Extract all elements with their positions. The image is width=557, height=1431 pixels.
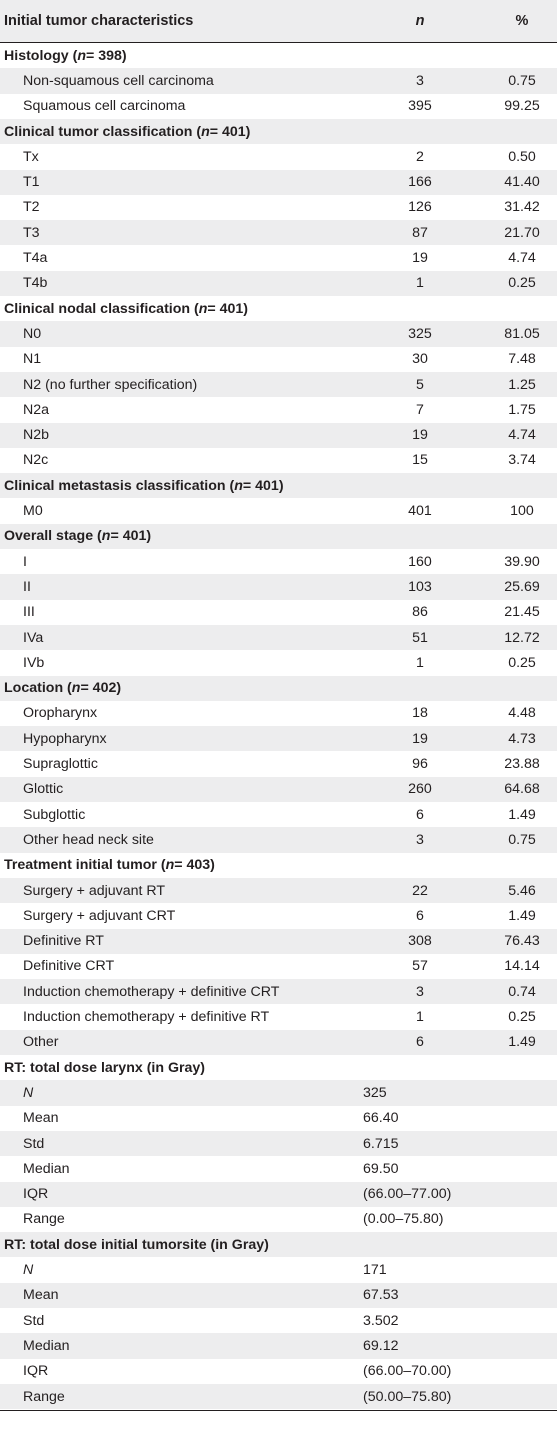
table-row [0, 549, 557, 574]
table-row [0, 751, 557, 776]
table-row [0, 1106, 557, 1131]
table-row [0, 1156, 557, 1181]
row-label: Non-squamous cell carcinoma [23, 72, 214, 89]
table-row [0, 220, 557, 245]
row-count: 1 [416, 275, 424, 292]
row-percent: 25.69 [504, 578, 540, 595]
section-title-text: Histology ( [4, 47, 78, 64]
row-percent: 100 [510, 503, 534, 520]
section-title-count: = 401) [209, 123, 251, 140]
section-title-count: = 402) [80, 680, 122, 697]
row-count: 160 [408, 553, 432, 570]
row-percent: 14.14 [504, 958, 540, 975]
row-count: 1 [416, 1009, 424, 1026]
row-percent: 1.49 [508, 907, 536, 924]
row-value: 171 [363, 1262, 387, 1279]
row-label: T4a [23, 250, 48, 267]
row-label: T4b [23, 275, 48, 292]
section-title-text: Clinical metastasis classification ( [4, 477, 235, 494]
row-value: (66.00–70.00) [363, 1363, 452, 1380]
row-label: Range [23, 1388, 65, 1405]
table-row [0, 170, 557, 195]
section-title-variable: n [71, 680, 81, 697]
table-row [0, 1333, 557, 1358]
row-percent: 0.50 [508, 148, 536, 165]
row-count: 96 [412, 756, 428, 773]
row-label: N [23, 1084, 34, 1101]
section-title-text: Overall stage ( [4, 528, 102, 545]
row-value: (66.00–77.00) [363, 1186, 452, 1203]
row-count: 3 [416, 831, 424, 848]
row-percent: 4.48 [508, 705, 536, 722]
section-header-row [0, 119, 557, 144]
row-percent: 41.40 [504, 174, 540, 191]
section-title-variable: n [165, 857, 175, 874]
row-count: 86 [412, 604, 428, 621]
row-label: T3 [23, 224, 40, 241]
row-label: Squamous cell carcinoma [23, 98, 186, 115]
section-header-row [0, 43, 557, 68]
row-label: Range [23, 1211, 65, 1228]
row-count: 126 [408, 199, 432, 216]
table-row [0, 195, 557, 220]
row-count: 7 [416, 401, 424, 418]
table-row [0, 347, 557, 372]
section-title-text: RT: total dose larynx (in Gray) [4, 1059, 206, 1076]
table-row [0, 372, 557, 397]
row-count: 87 [412, 224, 428, 241]
row-percent: 81.05 [504, 325, 540, 342]
row-label: N [23, 1262, 34, 1279]
row-label: N2 (no further specification) [23, 376, 198, 393]
row-percent: 12.72 [504, 629, 540, 646]
table-row [0, 701, 557, 726]
section-header-row [0, 296, 557, 321]
row-label: Definitive CRT [23, 958, 115, 975]
row-count: 57 [412, 958, 428, 975]
table-row [0, 954, 557, 979]
row-percent: 39.90 [504, 553, 540, 570]
row-count: 6 [416, 1034, 424, 1051]
row-count: 30 [412, 351, 428, 368]
row-count: 22 [412, 882, 428, 899]
row-count: 103 [408, 578, 432, 595]
section-title [4, 473, 284, 498]
section-title [4, 296, 248, 321]
table-row [0, 625, 557, 650]
row-percent: 23.88 [504, 756, 540, 773]
section-title [4, 1055, 205, 1080]
row-count: 6 [416, 907, 424, 924]
row-percent: 64.68 [504, 781, 540, 798]
row-count: 166 [408, 174, 432, 191]
row-percent: 31.42 [504, 199, 540, 216]
table-row [0, 448, 557, 473]
row-count: 325 [408, 325, 432, 342]
row-label: Definitive RT [23, 933, 104, 950]
table-row [0, 1308, 557, 1333]
row-label: N0 [23, 325, 42, 342]
section-title-variable: n [101, 528, 111, 545]
section-header-row [0, 853, 557, 878]
row-label: Glottic [23, 781, 64, 798]
section-title-count: = 401) [207, 300, 249, 317]
table-row [0, 423, 557, 448]
section-title-variable: n [234, 477, 243, 494]
row-label: Induction chemotherapy + definitive CRT [23, 983, 280, 1000]
row-percent: 5.46 [508, 882, 536, 899]
row-label: IVb [23, 654, 45, 671]
table-row [0, 1257, 557, 1282]
section-title-text: Treatment initial tumor ( [4, 857, 166, 874]
table-row [0, 498, 557, 523]
section-title-count: = 401) [242, 477, 284, 494]
row-count: 19 [412, 730, 428, 747]
row-label: Tx [23, 148, 39, 165]
table-row [0, 1207, 557, 1232]
row-label: Induction chemotherapy + definitive RT [23, 1009, 270, 1026]
section-title-variable: n [198, 300, 208, 317]
row-count: 2 [416, 148, 424, 165]
row-percent: 3.74 [508, 452, 536, 469]
table-row [0, 1359, 557, 1384]
section-title-text: RT: total dose initial tumorsite (in Gray) [4, 1236, 269, 1253]
section-title [4, 1232, 269, 1257]
table-row [0, 574, 557, 599]
row-percent: 76.43 [504, 933, 540, 950]
row-label: Other [23, 1034, 59, 1051]
table-row [0, 878, 557, 903]
header-n: n [415, 13, 425, 29]
table-row [0, 726, 557, 751]
table-row [0, 903, 557, 928]
bottom-rule [0, 1410, 557, 1411]
row-percent: 4.73 [508, 730, 536, 747]
row-label: Oropharynx [23, 705, 98, 722]
row-percent: 0.25 [508, 1009, 536, 1026]
row-label: T2 [23, 199, 40, 216]
row-count: 6 [416, 806, 424, 823]
row-label: Surgery + adjuvant RT [23, 882, 166, 899]
row-count: 51 [412, 629, 428, 646]
section-title [4, 676, 121, 701]
row-label: IVa [23, 629, 44, 646]
table-row [0, 245, 557, 270]
row-count: 5 [416, 376, 424, 393]
row-percent: 21.70 [504, 224, 540, 241]
row-percent: 0.74 [508, 983, 536, 1000]
section-title-variable: n [77, 47, 86, 64]
section-header-row [0, 524, 557, 549]
row-label: T1 [23, 174, 40, 191]
row-value: (50.00–75.80) [363, 1388, 452, 1405]
row-percent: 4.74 [508, 250, 536, 267]
row-label: Surgery + adjuvant CRT [23, 907, 176, 924]
row-percent: 0.75 [508, 831, 536, 848]
row-label: Mean [23, 1110, 59, 1127]
row-count: 1 [416, 654, 424, 671]
row-label: N1 [23, 351, 42, 368]
section-title-count: = 398) [85, 47, 127, 64]
table-row [0, 397, 557, 422]
section-title-text: Location ( [4, 680, 72, 697]
section-header-row [0, 1055, 557, 1080]
row-label: M0 [23, 503, 43, 520]
row-label: Std [23, 1135, 45, 1152]
table-row [0, 1030, 557, 1055]
table-row [0, 271, 557, 296]
section-title-text: Clinical nodal classification ( [4, 300, 199, 317]
table-row [0, 1004, 557, 1029]
section-title [4, 43, 127, 68]
row-value: 66.40 [363, 1110, 399, 1127]
row-count: 18 [412, 705, 428, 722]
row-label: N2a [23, 401, 50, 418]
table-row [0, 827, 557, 852]
row-count: 15 [412, 452, 428, 469]
row-percent: 99.25 [504, 98, 540, 115]
row-label: Supraglottic [23, 756, 98, 773]
row-percent: 21.45 [504, 604, 540, 621]
row-label: IQR [23, 1186, 49, 1203]
section-title-count: = 403) [174, 857, 215, 874]
row-label: Median [23, 1160, 70, 1177]
row-count: 19 [412, 427, 428, 444]
table-row [0, 929, 557, 954]
row-percent: 0.25 [508, 275, 536, 292]
section-header-row [0, 1232, 557, 1257]
header-percent: % [515, 13, 529, 29]
row-value: (0.00–75.80) [363, 1211, 444, 1228]
row-value: 6.715 [363, 1135, 399, 1152]
section-title [4, 524, 151, 549]
row-percent: 1.75 [508, 401, 536, 418]
row-label: Hypopharynx [23, 730, 107, 747]
row-percent: 1.49 [508, 1034, 536, 1051]
table-row [0, 1131, 557, 1156]
row-percent: 7.48 [508, 351, 536, 368]
row-label: Std [23, 1312, 45, 1329]
section-title-variable: n [201, 123, 210, 140]
row-count: 401 [408, 503, 432, 520]
row-label: Mean [23, 1287, 59, 1304]
section-title-count: = 401) [110, 528, 152, 545]
row-label: IQR [23, 1363, 49, 1380]
section-title-text: Clinical tumor classification ( [4, 123, 202, 140]
table-row [0, 1384, 557, 1409]
table-row [0, 600, 557, 625]
table-row [0, 321, 557, 346]
table-row [0, 94, 557, 119]
row-percent: 0.25 [508, 654, 536, 671]
row-count: 19 [412, 250, 428, 267]
section-header-row [0, 473, 557, 498]
table-row [0, 777, 557, 802]
row-count: 260 [408, 781, 432, 798]
row-label: N2b [23, 427, 50, 444]
section-header-row [0, 676, 557, 701]
row-value: 325 [363, 1084, 387, 1101]
row-percent: 1.25 [508, 376, 536, 393]
row-label: Median [23, 1337, 70, 1354]
row-label: II [23, 578, 31, 595]
table-row [0, 68, 557, 93]
row-label: Other head neck site [23, 831, 154, 848]
table-row [0, 802, 557, 827]
header-characteristics: Initial tumor characteristics [4, 13, 194, 29]
row-value: 69.50 [363, 1160, 399, 1177]
row-count: 395 [408, 98, 432, 115]
section-title [4, 853, 215, 878]
row-count: 3 [416, 983, 424, 1000]
row-count: 308 [408, 933, 432, 950]
table-row [0, 1080, 557, 1105]
row-label: N2c [23, 452, 49, 469]
table-row [0, 650, 557, 675]
row-value: 3.502 [363, 1312, 399, 1329]
row-label: I [23, 553, 27, 570]
section-title [4, 119, 250, 144]
row-percent: 0.75 [508, 72, 536, 89]
row-value: 69.12 [363, 1337, 399, 1354]
row-count: 3 [416, 72, 424, 89]
row-value: 67.53 [363, 1287, 399, 1304]
row-percent: 1.49 [508, 806, 536, 823]
row-percent: 4.74 [508, 427, 536, 444]
table-row [0, 1283, 557, 1308]
table-row [0, 1182, 557, 1207]
table-row [0, 979, 557, 1004]
row-label: III [23, 604, 35, 621]
table-row [0, 144, 557, 169]
table-header-row [0, 0, 557, 42]
row-label: Subglottic [23, 806, 86, 823]
